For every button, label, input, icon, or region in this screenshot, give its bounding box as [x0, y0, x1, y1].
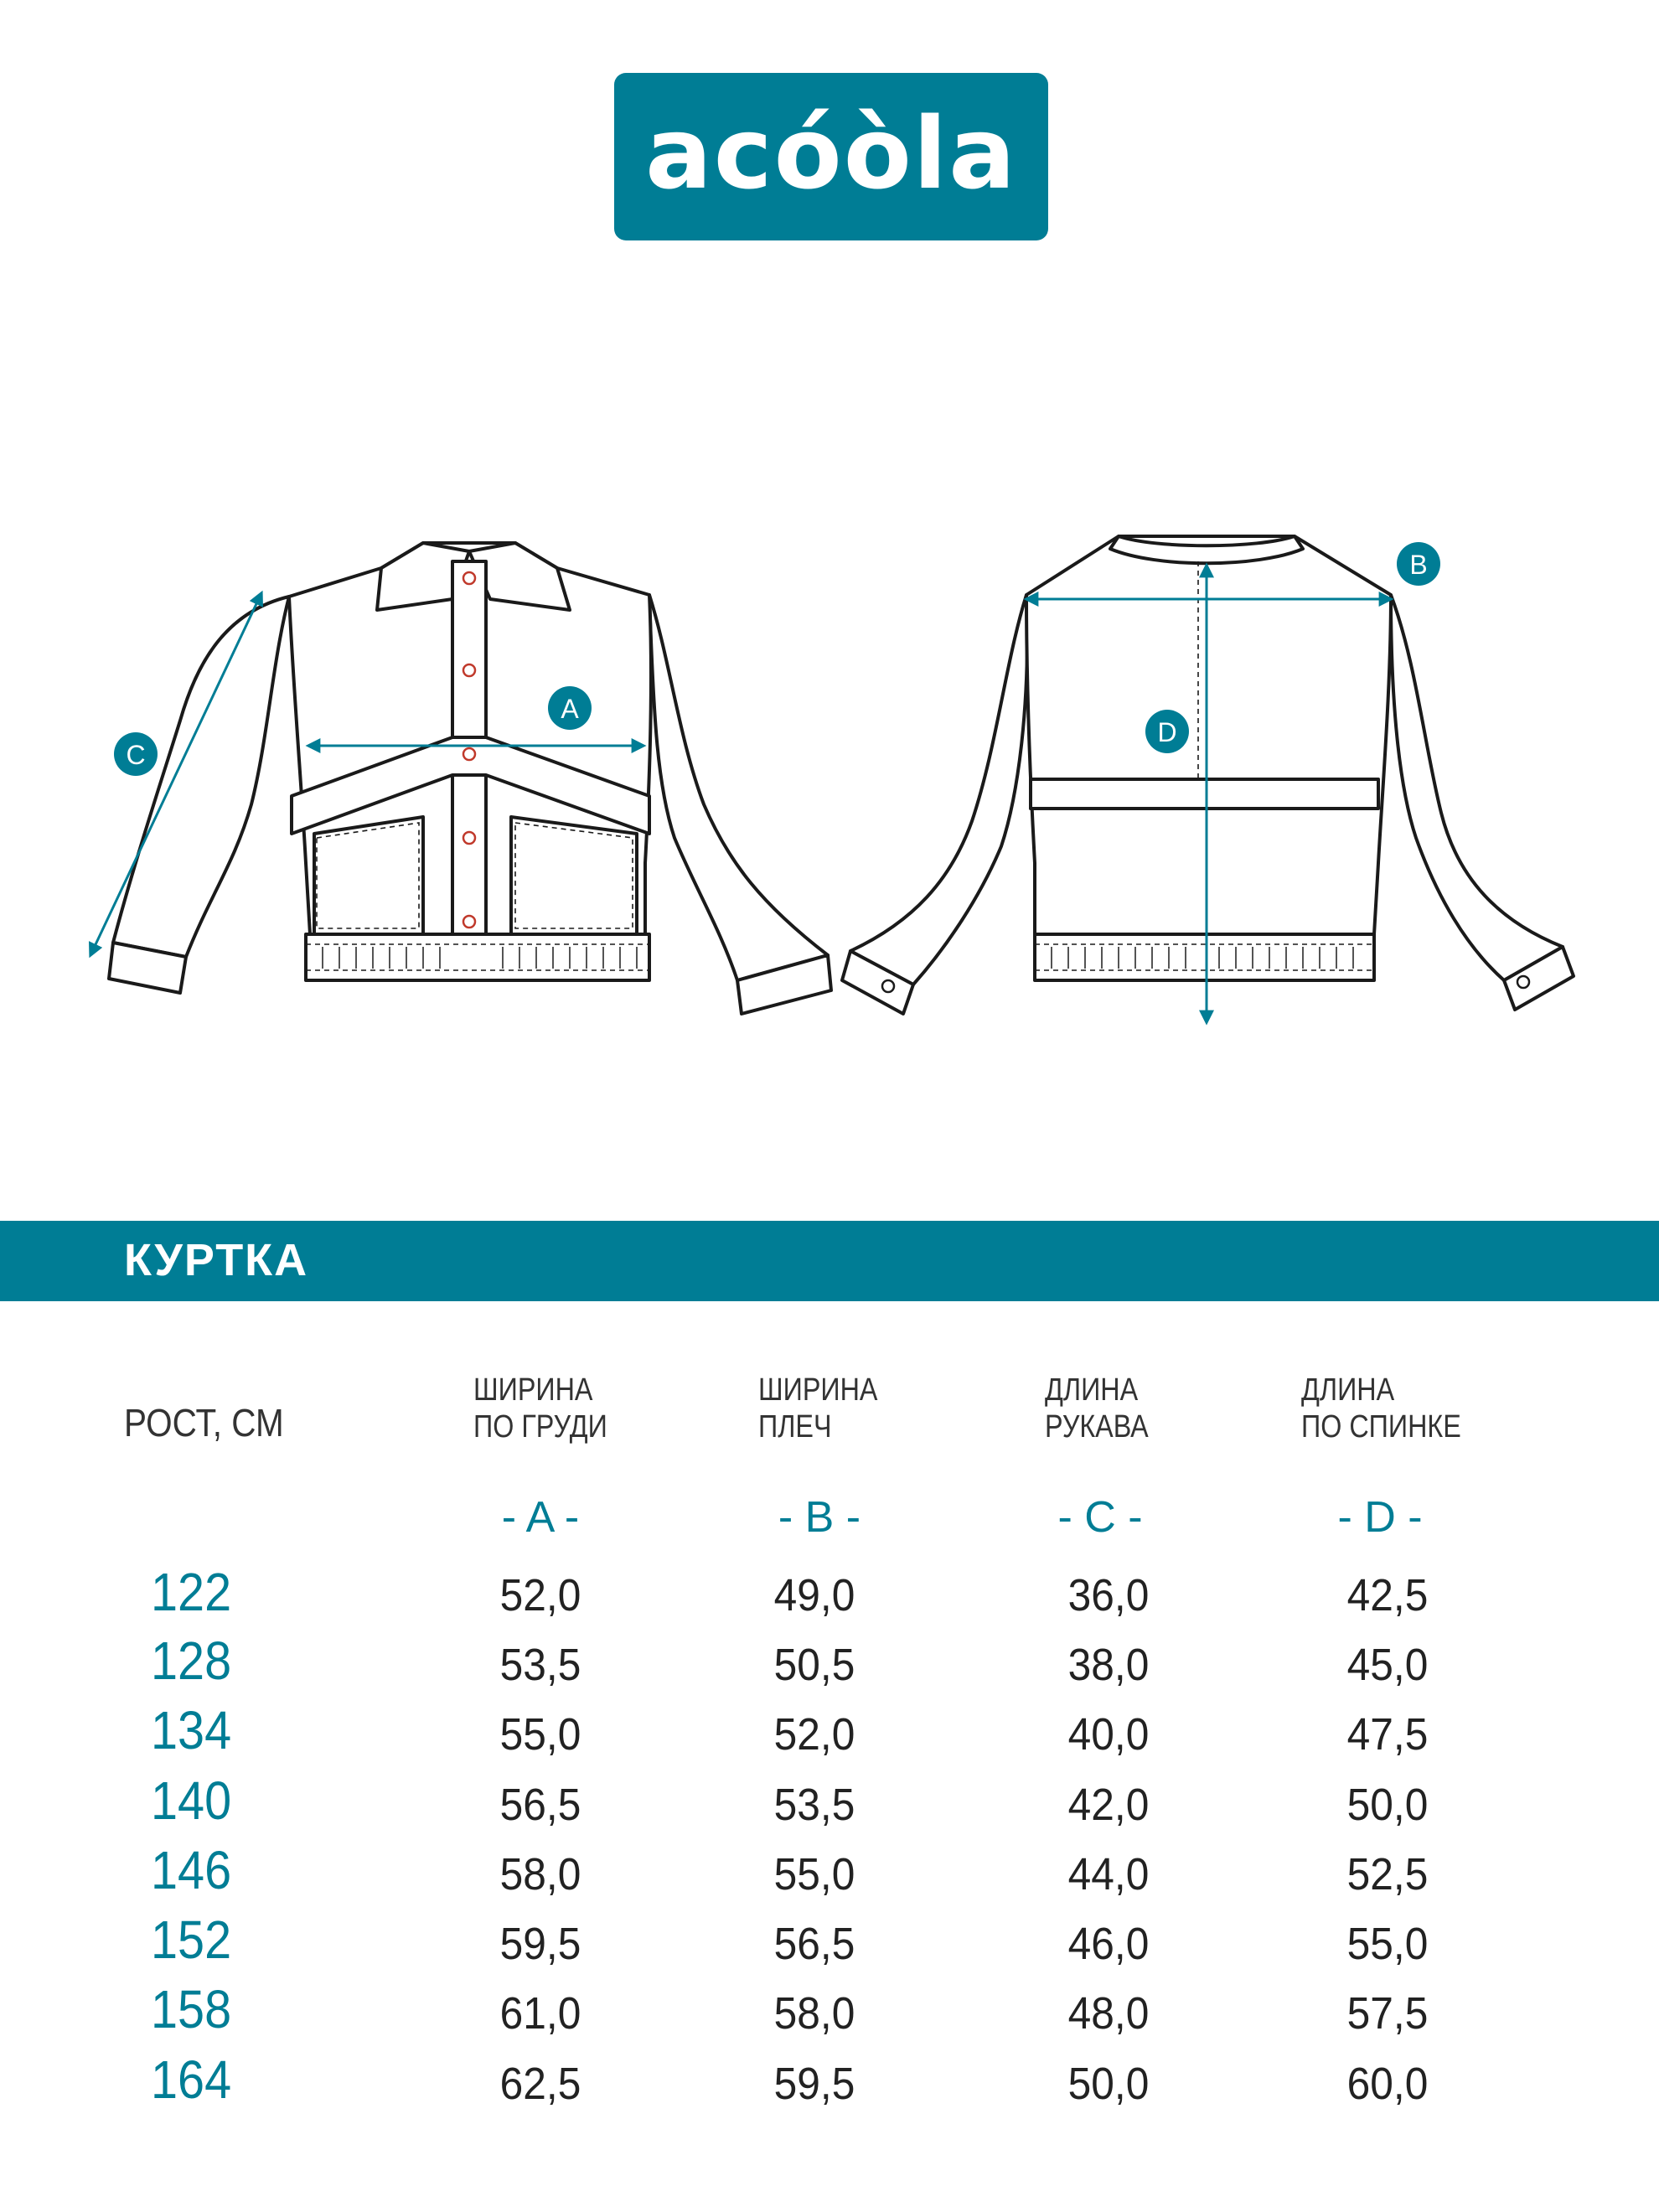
sleeve-value: 48,0 [1067, 1988, 1150, 2039]
chest-value: 53,5 [499, 1640, 581, 1690]
back-value: 52,5 [1346, 1849, 1429, 1899]
sleeve-value: 36,0 [1067, 1570, 1150, 1620]
back-value: 45,0 [1346, 1640, 1429, 1690]
column-letter-c: - C - [1057, 1493, 1143, 1542]
shoulder-value: 56,5 [773, 1919, 855, 1969]
size-value: 164 [151, 2049, 232, 2110]
measure-marker-d [1145, 710, 1189, 753]
shoulder-value: 53,5 [773, 1780, 855, 1830]
column-letter-b: - B - [778, 1493, 861, 1542]
size-value: 140 [151, 1770, 232, 1831]
shoulder-value: 50,5 [773, 1640, 855, 1690]
height-column-header: РОСТ, СМ [124, 1401, 284, 1445]
size-value: 146 [151, 1840, 232, 1900]
column-letter-a: - A - [501, 1493, 580, 1542]
sleeve-value: 50,0 [1067, 2059, 1150, 2109]
size-value: 158 [151, 1979, 232, 2039]
back-value: 55,0 [1346, 1919, 1429, 1969]
product-title: КУРТКА [124, 1235, 309, 1285]
size-value: 128 [151, 1631, 232, 1691]
measure-marker-a [548, 686, 592, 730]
chest-value: 62,5 [499, 2059, 581, 2109]
chest-value: 61,0 [499, 1988, 581, 2039]
chest-value: 56,5 [499, 1780, 581, 1830]
chest-value: 55,0 [499, 1709, 581, 1760]
shoulder-value: 58,0 [773, 1988, 855, 2039]
column-header-sleeve-length: ДЛИНА РУКАВА [1045, 1372, 1149, 1445]
brand-logo [614, 73, 1048, 240]
size-value: 152 [151, 1910, 232, 1970]
marker-label-c: C [126, 740, 146, 770]
back-value: 47,5 [1346, 1709, 1429, 1760]
shoulder-value: 49,0 [773, 1570, 855, 1620]
chest-value: 59,5 [499, 1919, 581, 1969]
column-header-back-length: ДЛИНА ПО СПИНКЕ [1301, 1372, 1461, 1445]
sleeve-value: 38,0 [1067, 1640, 1150, 1690]
brand-logo-text: acóòla [645, 96, 1017, 211]
shoulder-value: 52,0 [773, 1709, 855, 1760]
jacket-sketch [0, 469, 1659, 1056]
measure-marker-b [1397, 542, 1440, 586]
measure-marker-c [114, 732, 158, 776]
back-value: 60,0 [1346, 2059, 1429, 2109]
sleeve-value: 42,0 [1067, 1780, 1150, 1830]
title-banner [0, 1221, 1659, 1301]
sleeve-value: 46,0 [1067, 1919, 1150, 1969]
sleeve-value: 44,0 [1067, 1849, 1150, 1899]
chest-value: 52,0 [499, 1570, 581, 1620]
shoulder-value: 55,0 [773, 1849, 855, 1899]
column-letter-d: - D - [1337, 1493, 1423, 1542]
shoulder-value: 59,5 [773, 2059, 855, 2109]
marker-label-b: B [1409, 550, 1428, 580]
marker-label-a: A [561, 694, 579, 724]
size-value: 134 [151, 1700, 232, 1760]
size-value: 122 [151, 1562, 232, 1622]
sleeve-value: 40,0 [1067, 1709, 1150, 1760]
column-header-shoulder-width: ШИРИНА ПЛЕЧ [758, 1372, 878, 1445]
chest-value: 58,0 [499, 1849, 581, 1899]
marker-label-d: D [1157, 717, 1177, 747]
back-value: 42,5 [1346, 1570, 1429, 1620]
column-header-chest-width: ШИРИНА ПО ГРУДИ [473, 1372, 607, 1445]
jacket-front-view [109, 543, 831, 1014]
back-value: 50,0 [1346, 1780, 1429, 1830]
back-value: 57,5 [1346, 1988, 1429, 2039]
